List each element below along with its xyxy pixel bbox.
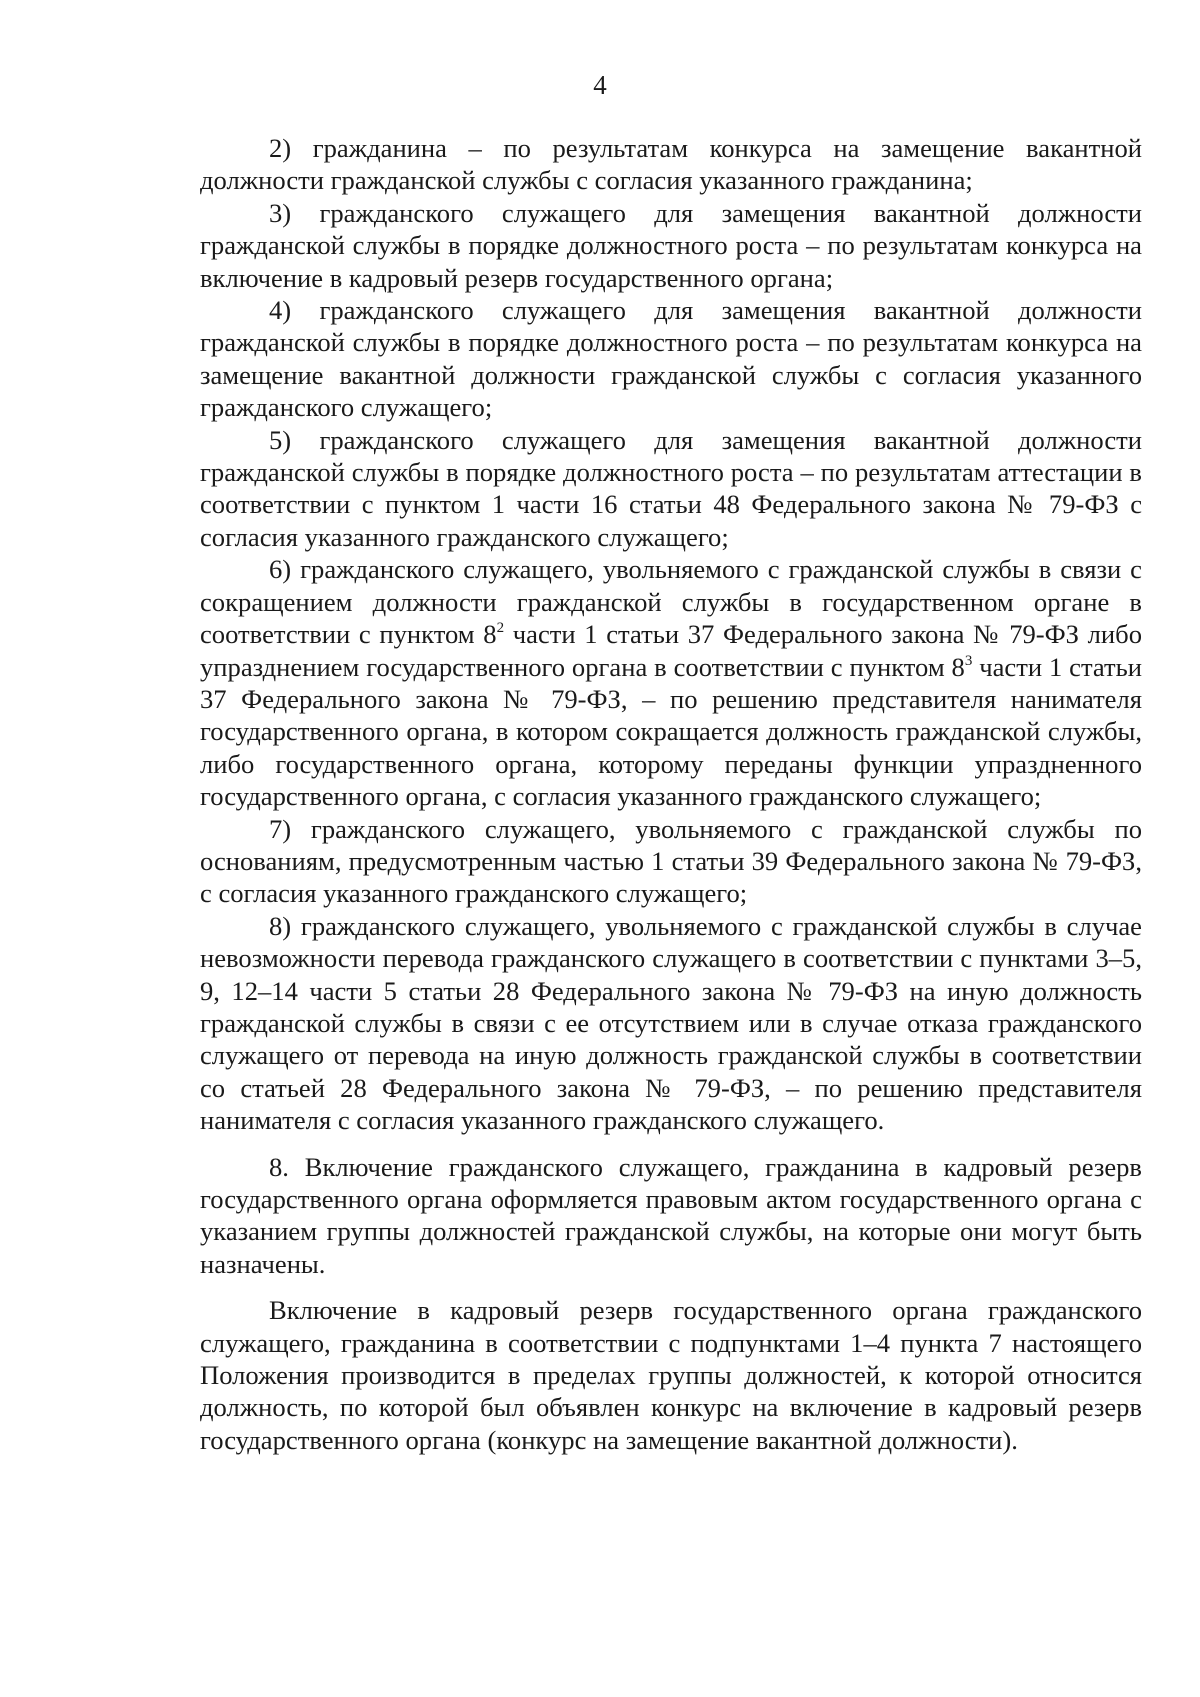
text-run: 8) гражданского служащего, увольняемого с гражданской службы в случае невозможности перевода гражданского служащего в соответствии с пунктами 3–5, 9, 12–14 части 5 статьи 28 Федерального закона № 79-ФЗ на иную должность гражданской службы в связи с ее отсутствием или в случае отказа гражданского служащего от перевода на иную должность гражданской службы в соответствии со статьей 28 Федерального закона № 79-ФЗ, – по решению представителя нанимателя с согласия указанного гражданского служащего.: [200, 910, 1142, 1136]
document-body: [200, 132, 1142, 1456]
paragraph: [200, 197, 1142, 294]
paragraph: [200, 424, 1142, 554]
paragraph: [200, 132, 1142, 197]
text-run: 5) гражданского служащего для замещения вакантной должности гражданской службы в порядке должностного роста – по результатам аттестации в соответствии с пунктом 1 части 16 статьи 48 Федерального закона № 79-ФЗ с согласия указанного гражданского служащего;: [200, 424, 1142, 552]
paragraph: [200, 1294, 1142, 1456]
paragraph: [200, 294, 1142, 424]
text-run: части 1 статьи 37 Федерального закона № 79-ФЗ, – по решению представителя нанимателя государственного органа, в котором сокращается должность гражданской службы, либо государственного органа, которому переданы функции упраздненного государственного органа, с согласия указанного гражданского служащего;: [200, 651, 1142, 812]
page-number: 4: [593, 70, 607, 100]
superscript: 3: [964, 652, 973, 669]
paragraph: [200, 553, 1142, 812]
paragraph: [200, 813, 1142, 910]
text-run: 4) гражданского служащего для замещения вакантной должности гражданской службы в порядке должностного роста – по результатам конкурса на замещение вакантной должности гражданской службы с согласия указанного гражданского служащего;: [200, 295, 1142, 423]
text-run: 2) гражданина – по результатам конкурса на замещение вакантной должности гражданской службы с согласия указанного гражданина;: [200, 133, 1142, 196]
text-run: 7) гражданского служащего, увольняемого с гражданской службы по основаниям, предусмотренным частью 1 статьи 39 Федерального закона № 79-ФЗ, с согласия указанного гражданского служащего;: [200, 813, 1142, 909]
text-run: части 1 статьи 37 Федерального закона № 79-ФЗ либо упразднением государственного органа в соответствии с пунктом 8: [200, 619, 1142, 682]
superscript: 2: [496, 620, 505, 637]
text-run: Включение в кадровый резерв государственного органа гражданского служащего, гражданина в соответствии с подпунктами 1–4 пункта 7 настоящего Положения производится в пределах группы должностей, к которой относится должность, по которой был объявлен конкурс на включение в кадровый резерв государственного органа (конкурс на замещение вакантной должности).: [200, 1295, 1142, 1455]
text-run: 6) гражданского служащего, увольняемого с гражданской службы в связи с сокращением должности гражданской службы в государственном органе в соответствии с пунктом 8: [200, 554, 1142, 650]
paragraph: [200, 1151, 1142, 1281]
text-run: 3) гражданского служащего для замещения вакантной должности гражданской службы в порядке должностного роста – по результатам конкурса на включение в кадровый резерв государственного органа;: [200, 197, 1142, 293]
paragraph: [200, 910, 1142, 1137]
text-run: 8. Включение гражданского служащего, гражданина в кадровый резерв государственного органа оформляется правовым актом государственного органа с указанием группы должностей гражданской службы, на которые они могут быть назначены.: [200, 1151, 1142, 1279]
